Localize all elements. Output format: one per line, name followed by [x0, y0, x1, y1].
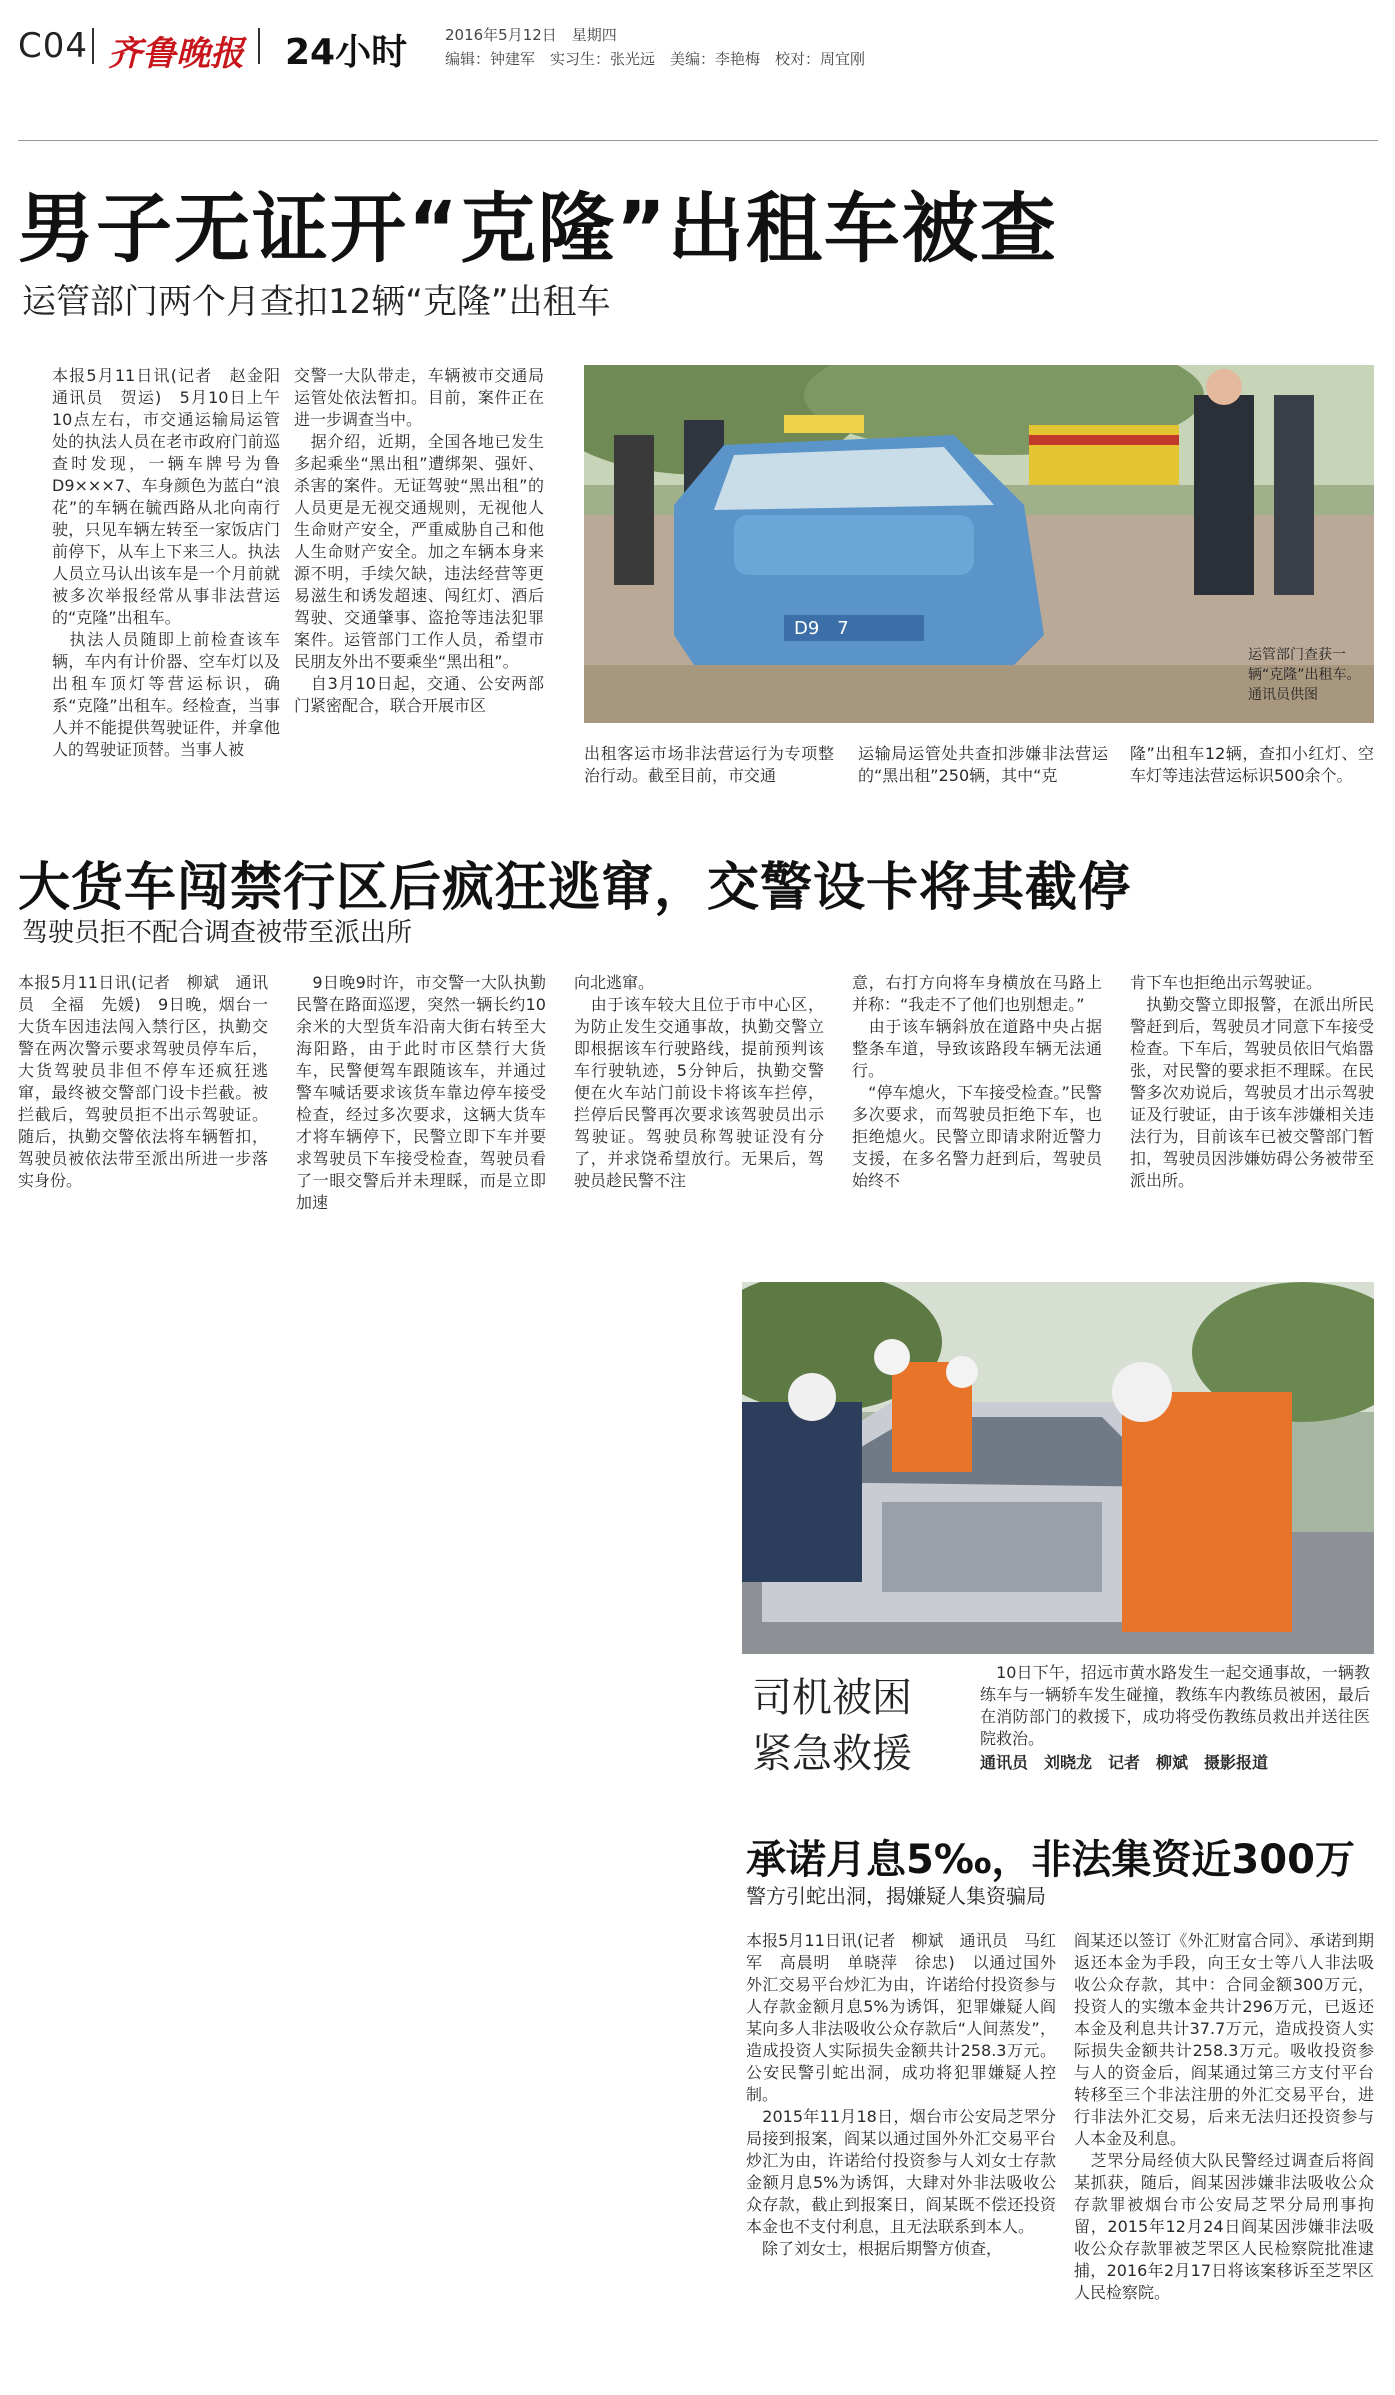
article1-column-1: 本报5月11日讯(记者 赵金阳 通讯员 贺运) 5月10日上午10点左右，市交通运输局运管处的执法人员在老市政府门前巡查时发现，一辆车牌号为鲁D9×××7、车身颜色为蓝白“浪花”的车辆在毓西路从北向南行驶，只见车辆左转至一家饭店门前停下，从车上下来三人。执法人员立马认出该车是一个月前就被多次举报经常从事非法营运的“克隆”出租车。 执法人员随即上前检查该车辆，车内有计价器、空车灯以及出租车顶灯等营运标识，确系“克隆”出租车。经检查，当事人并不能提供驾驶证件，并拿他人的驾驶证顶替。当事人被: [52, 366, 280, 759]
photo-news-credit: 通讯员 刘晓龙 记者 柳斌 摄影报道: [980, 1753, 1269, 1772]
rescue-photo-graphic: [742, 1282, 1374, 1654]
divider: [92, 28, 94, 64]
header-rule: [18, 140, 1378, 141]
article3-headline: 承诺月息5‰，非法集资近300万: [746, 1837, 1355, 1883]
article3-column-2: 阎某还以签订《外汇财富合同》、承诺到期返还本金为手段，向王女士等八人非法吸收公众存款，其中：合同金额300万元，投资人的实缴本金共计296万元，已返还本金及利息共计37.7万元，造成投资人实际损失金额共计258.3万元。吸收投资参与人的资金后，阎某通过第三方支付平台转移至三个非法注册的外汇交易平台，进行非法外汇交易，后来无法归还投资参与人本金及利息。 芝罘分局经侦大队民警经过调查后将阎某抓获，随后，阎某因涉嫌非法吸收公众存款罪被烟台市公安局芝罘分局刑事拘留，2015年12月24日阎某因涉嫌非法吸收公众存款罪被芝罘区人民检察院批准逮捕，2016年2月17日将该案移诉至芝罘区人民检察院。: [1074, 1931, 1374, 2302]
issue-date: 2016年5月12日 星期四: [445, 26, 617, 44]
photo-news-title-line-2: 紧急救援: [752, 1731, 912, 1777]
photo-news-title: [752, 1670, 912, 1782]
article3-subhead: 警方引蛇出洞，揭嫌疑人集资骗局: [746, 1884, 1046, 1908]
taxi-photo-caption: 运管部门查获一辆“克隆”出租车。通讯员供图: [1248, 647, 1361, 703]
article1-bottom-1: 出租客运市场非法营运行为专项整治行动。截至目前，市交通: [584, 744, 834, 785]
article2-headline: 大货车闯禁行区后疯狂逃窜，交警设卡将其截停: [18, 858, 1132, 918]
article1-bottom-2: 运输局运管处共查扣涉嫌非法营运的“黑出租”250辆，其中“克: [858, 744, 1108, 785]
article2-column-5: 肯下车也拒绝出示驾驶证。 执勤交警立即报警，在派出所民警赶到后，驾驶员才同意下车接受检查。下车后，驾驶员依旧气焰嚣张，对民警的要求拒不理睬。在民警多次劝说后，驾驶员才出示驾驶证及行驶证，由于该车涉嫌相关违法行为，目前该车已被交警部门暂扣，驾驶员因涉嫌妨碍公务被带至派出所。: [1130, 973, 1374, 1190]
newspaper-logo: 齐鲁晚报: [108, 34, 244, 74]
photo-news-title-line-1: 司机被困: [752, 1675, 912, 1721]
article1-headline: 男子无证开“克隆”出租车被查: [18, 184, 1058, 273]
staff-credits: 编辑：钟建军 实习生：张光远 美编：李艳梅 校对：周宜刚: [445, 50, 866, 68]
article3-column-1: 本报5月11日讯(记者 柳斌 通讯员 马红军 高晨明 单晓萍 徐忠) 以通过国外外汇交易平台炒汇为由，许诺给付投资参与人存款金额月息5%为诱饵，犯罪嫌疑人阎某向多人非法吸收公众存款后“人间蒸发”，造成投资人实际损失金额共计258.3万元。公安民警引蛇出洞，成功将犯罪嫌疑人控制。 2015年11月18日，烟台市公安局芝罘分局接到报案，阎某以通过国外外汇交易平台炒汇为由，许诺给付投资参与人刘女士存款金额月息5%为诱饵，大肆对外非法吸收公众存款，截止到报案日，阎某既不偿还投资本金也不支付利息，且无法联系到本人。 除了刘女士，根据后期警方侦查，: [746, 1931, 1056, 2258]
article1-column-2: 交警一大队带走，车辆被市交通局运管处依法暂扣。目前，案件正在进一步调查当中。 据介绍，近期，全国各地已发生多起乘坐“黑出租”遭绑架、强奸、杀害的案件。无证驾驶“黑出租”的人员更是无视交通规则，无视他人生命财产安全，严重威胁自己和他人生命财产安全。加之车辆本身来源不明，手续欠缺，违法经营等更易滋生和诱发超速、闯红灯、酒后驾驶、交通肇事、盗抢等违法犯罪案件。运管部门工作人员，希望市民朋友外出不要乘坐“黑出租”。 自3月10日起，交通、公安两部门紧密配合，联合开展市区: [294, 366, 544, 715]
article2-column-3: 向北逃窜。 由于该车较大且位于市中心区，为防止发生交通事故，执勤交警立即根据该车行驶路线，提前预判该车行驶轨迹，5分钟后，执勤交警便在火车站门前设卡将该车拦停，拦停后民警再次要求该驾驶员出示驾驶证。驾驶员称驾驶证没有分了，并求饶希望放行。无果后，驾驶员趁民警不注: [574, 973, 824, 1190]
article2-column-4: 意，右打方向将车身横放在马路上并称：“我走不了他们也别想走。” 由于该车辆斜放在道路中央占据整条车道，导致该路段车辆无法通行。 “停车熄火，下车接受检查。”民警多次要求，而驾驶员拒绝下车，也拒绝熄火。民警立即请求附近警力支援，在多名警力赶到后，驾驶员始终不: [852, 973, 1102, 1190]
page-number: C04: [18, 26, 89, 66]
divider: [258, 28, 260, 64]
article2-subhead: 驾驶员拒不配合调查被带至派出所: [22, 918, 413, 948]
section-name: 24小时: [285, 32, 408, 73]
article1-bottom-3: 隆”出租车12辆，查扣小红灯、空车灯等违法营运标识500余个。: [1130, 744, 1374, 785]
article2-column-1: 本报5月11日讯(记者 柳斌 通讯员 全福 先媛) 9日晚，烟台一大货车因违法闯入禁行区，执勤交警在两次警示要求驾驶员停车后，大货驾驶员非但不停车还疯狂逃窜，最终被交警部门设卡拦截。被拦截后，驾驶员拒不出示驾驶证。随后，执勤交警依法将车辆暂扣，驾驶员被依法带至派出所进一步落实身份。: [18, 973, 268, 1190]
photo-news-body: 10日下午，招远市黄水路发生一起交通事故，一辆教练车与一辆轿车发生碰撞，教练车内教练员被困，最后在消防部门的救援下，成功将受伤教练员救出并送往医院救治。: [980, 1663, 1370, 1748]
article1-subhead: 运管部门两个月查扣12辆“克隆”出租车: [22, 282, 611, 322]
article2-column-2: 9日晚9时许，市交警一大队执勤民警在路面巡逻，突然一辆长约10余米的大型货车沿南大街右转至大海阳路，由于此时市区禁行大货车，民警便驾车跟随该车，并通过警车喊话要求该货车靠边停车接受检查，经过多次要求，这辆大货车才将车辆停下，民警立即下车并要求驾驶员下车接受检查，驾驶员看了一眼交警后并未理睬，而是立即加速: [296, 973, 546, 1212]
license-plate-text: D9 7: [794, 618, 849, 639]
photo-news-text: [980, 1662, 1370, 1774]
rescue-photo: [742, 1282, 1374, 1654]
